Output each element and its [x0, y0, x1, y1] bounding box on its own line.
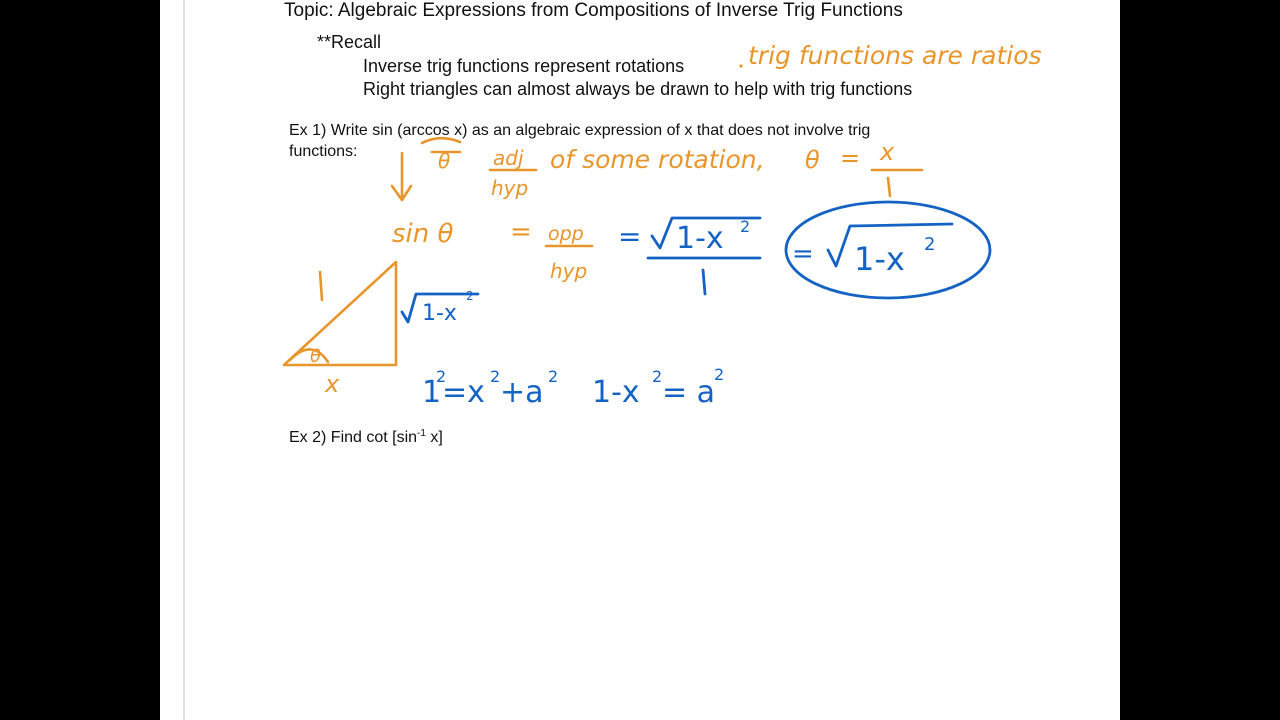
svg-text:adj: adj: [493, 146, 524, 170]
svg-text:θ: θ: [438, 149, 451, 173]
svg-text:2: 2: [714, 365, 725, 384]
svg-text:=: =: [510, 217, 532, 247]
svg-text:1-x: 1-x: [854, 240, 905, 278]
svg-text:2: 2: [466, 289, 474, 303]
recall-heading: **Recall: [317, 32, 382, 52]
svg-text:2: 2: [548, 367, 559, 386]
svg-text:sin θ: sin θ: [392, 219, 454, 249]
example-2-suffix: x]: [425, 429, 443, 446]
svg-text:2: 2: [740, 217, 751, 236]
svg-text:=: =: [840, 144, 861, 172]
svg-text:hyp: hyp: [550, 259, 588, 283]
svg-text:of some rotation,: of some rotation,: [550, 145, 765, 174]
topic-title: Topic: Algebraic Expressions from Compositions of Inverse Trig Functions: [284, 0, 903, 21]
svg-text:2: 2: [652, 367, 663, 386]
example-1-prompt: [289, 120, 870, 162]
svg-text:=: =: [792, 239, 814, 269]
svg-text:1-x: 1-x: [422, 301, 457, 326]
recall-item-triangles: Right triangles can almost always be drawn to help with trig functions: [363, 79, 913, 99]
svg-text:x: x: [325, 370, 340, 398]
ink-note-trig-ratios: [739, 41, 1041, 70]
handwritten-ink-layer: [160, 0, 1120, 720]
ink-result: [618, 202, 990, 298]
svg-text:1-x: 1-x: [676, 221, 724, 256]
example-2-prefix: Ex 2) Find cot [sin: [289, 429, 418, 446]
recall-item-rotations: Inverse trig functions represent rotations: [363, 56, 685, 76]
ink-right-triangle: [284, 262, 396, 398]
example-1-line-1: Ex 1) Write sin (arccos x) as an algebraic expression of x that does not involve trig: [289, 122, 871, 139]
svg-text:opp: opp: [548, 223, 584, 245]
svg-text:hyp: hyp: [491, 176, 529, 200]
svg-text:θ: θ: [310, 346, 322, 367]
svg-text:=x: =x: [442, 375, 485, 410]
svg-text:=: =: [618, 220, 642, 253]
margin-line: [183, 0, 185, 720]
example-1-line-2: functions:: [289, 143, 358, 160]
ink-pythagorean-work: [422, 365, 724, 410]
svg-text:+a: +a: [500, 375, 544, 410]
svg-text:2: 2: [924, 234, 936, 255]
ink-side-label: [402, 289, 478, 326]
svg-text:x: x: [880, 138, 895, 166]
svg-text:2: 2: [490, 367, 501, 386]
svg-text:1: 1: [422, 375, 442, 410]
svg-text:θ: θ: [805, 146, 820, 174]
example-2-exponent: -1: [417, 428, 426, 439]
example-2-prompt: [289, 428, 443, 447]
notes-page: [160, 0, 1120, 720]
svg-text:1-x: 1-x: [592, 375, 640, 410]
svg-text:= a: = a: [662, 375, 716, 410]
svg-text:trig functions are ratios: trig functions are ratios: [748, 41, 1042, 70]
ink-sin-theta: [392, 217, 592, 283]
svg-text:2: 2: [436, 367, 447, 386]
